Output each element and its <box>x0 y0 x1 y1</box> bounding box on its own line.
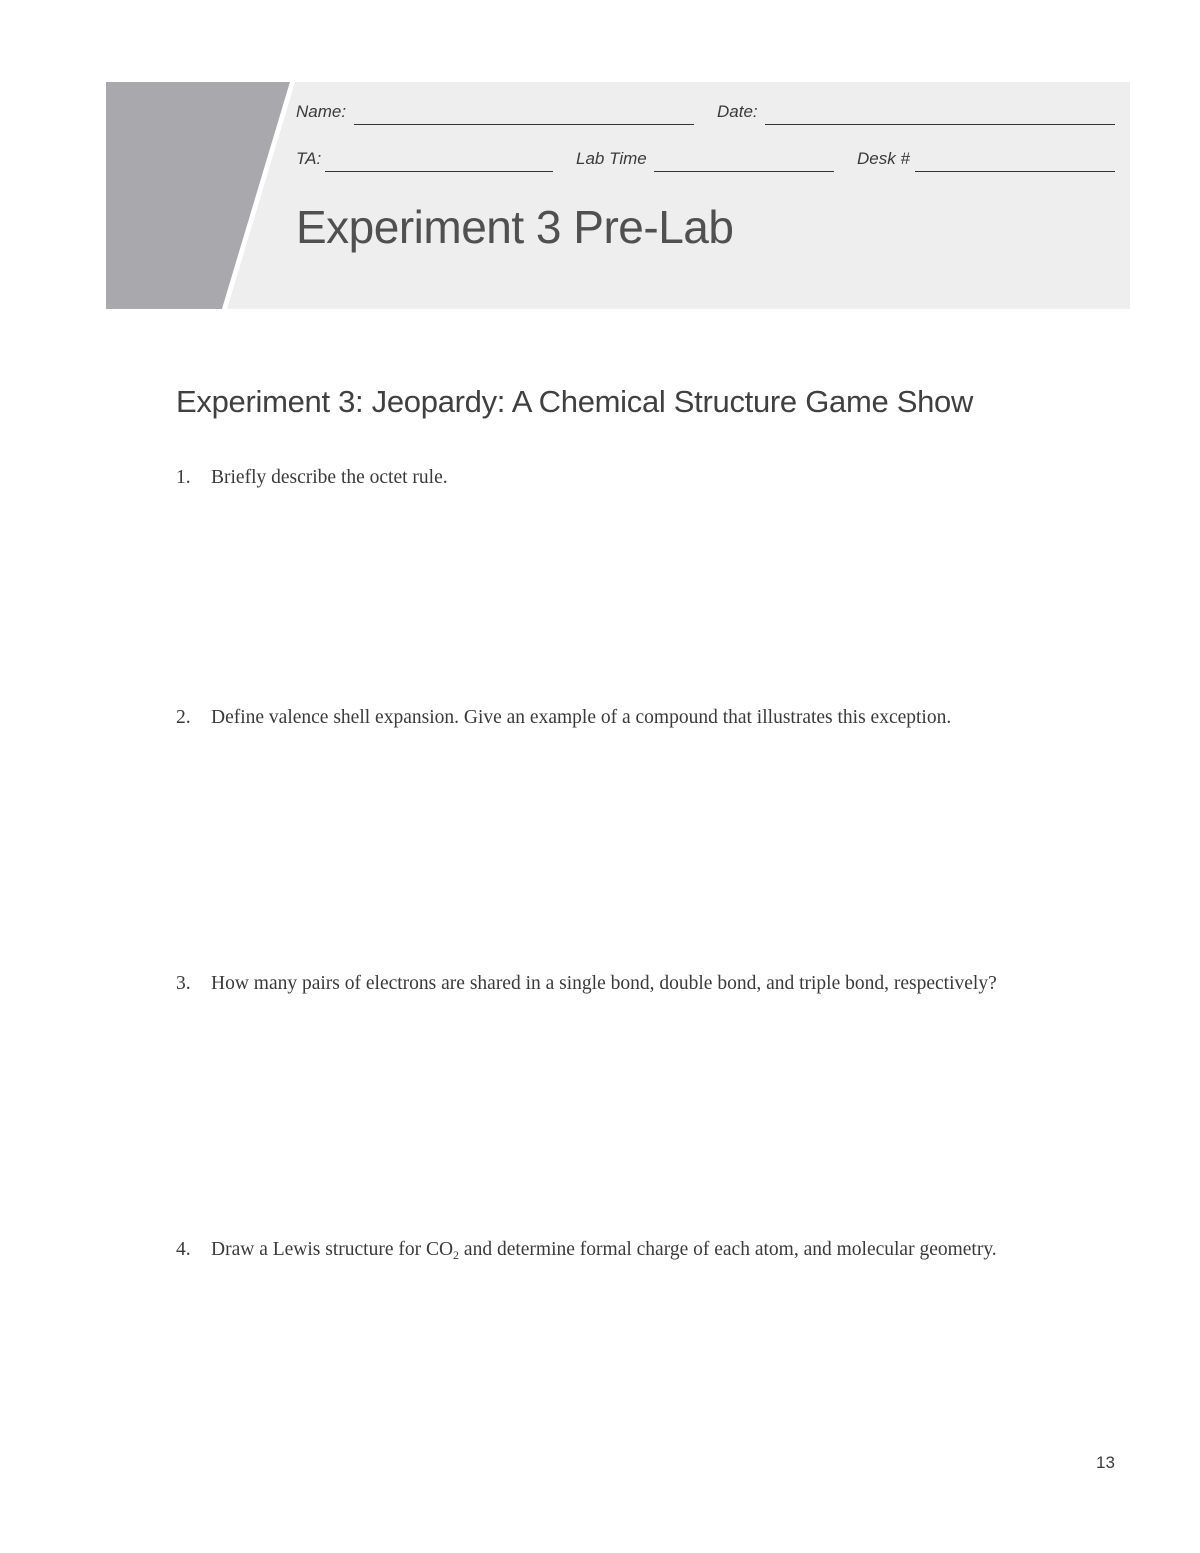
lab-time-field[interactable] <box>654 171 834 172</box>
question-text: Briefly describe the octet rule. <box>211 467 448 488</box>
question-1 <box>176 464 1024 491</box>
ta-field[interactable] <box>325 171 553 172</box>
name-label: Name: <box>296 102 347 121</box>
question-text: Define valence shell expansion. Give an example of a compound that illustrates this exception. <box>211 707 952 728</box>
question-4 <box>176 1236 1024 1263</box>
question-text-part: Draw a Lewis structure for CO <box>211 1239 454 1260</box>
question-text: How many pairs of electrons are shared in a single bond, double bond, and triple bond, respectively? <box>211 973 997 994</box>
lab-time-label: Lab Time <box>576 149 647 168</box>
ta-label: TA: <box>296 149 322 168</box>
date-field[interactable] <box>765 124 1115 125</box>
question-text-part: and determine formal charge of each atom, and molecular geometry. <box>459 1239 997 1260</box>
desk-field[interactable] <box>915 171 1115 172</box>
question-number: 4. <box>176 1239 191 1260</box>
page-title: Experiment 3 Pre-Lab <box>296 201 734 253</box>
page-number: 13 <box>1096 1453 1115 1472</box>
date-label: Date: <box>717 102 758 121</box>
question-number: 1. <box>176 467 191 488</box>
header-accent-shape <box>106 82 1130 309</box>
question-number: 2. <box>176 707 191 728</box>
question-2 <box>176 704 1024 731</box>
question-number: 3. <box>176 973 191 994</box>
name-field[interactable] <box>354 124 694 125</box>
subscript: 2 <box>453 1248 460 1262</box>
section-title: Experiment 3: Jeopardy: A Chemical Structure Game Show <box>176 384 974 419</box>
question-3 <box>176 970 1024 997</box>
header-band <box>106 82 1130 309</box>
question-text <box>211 1236 1024 1263</box>
desk-label: Desk # <box>857 149 910 168</box>
